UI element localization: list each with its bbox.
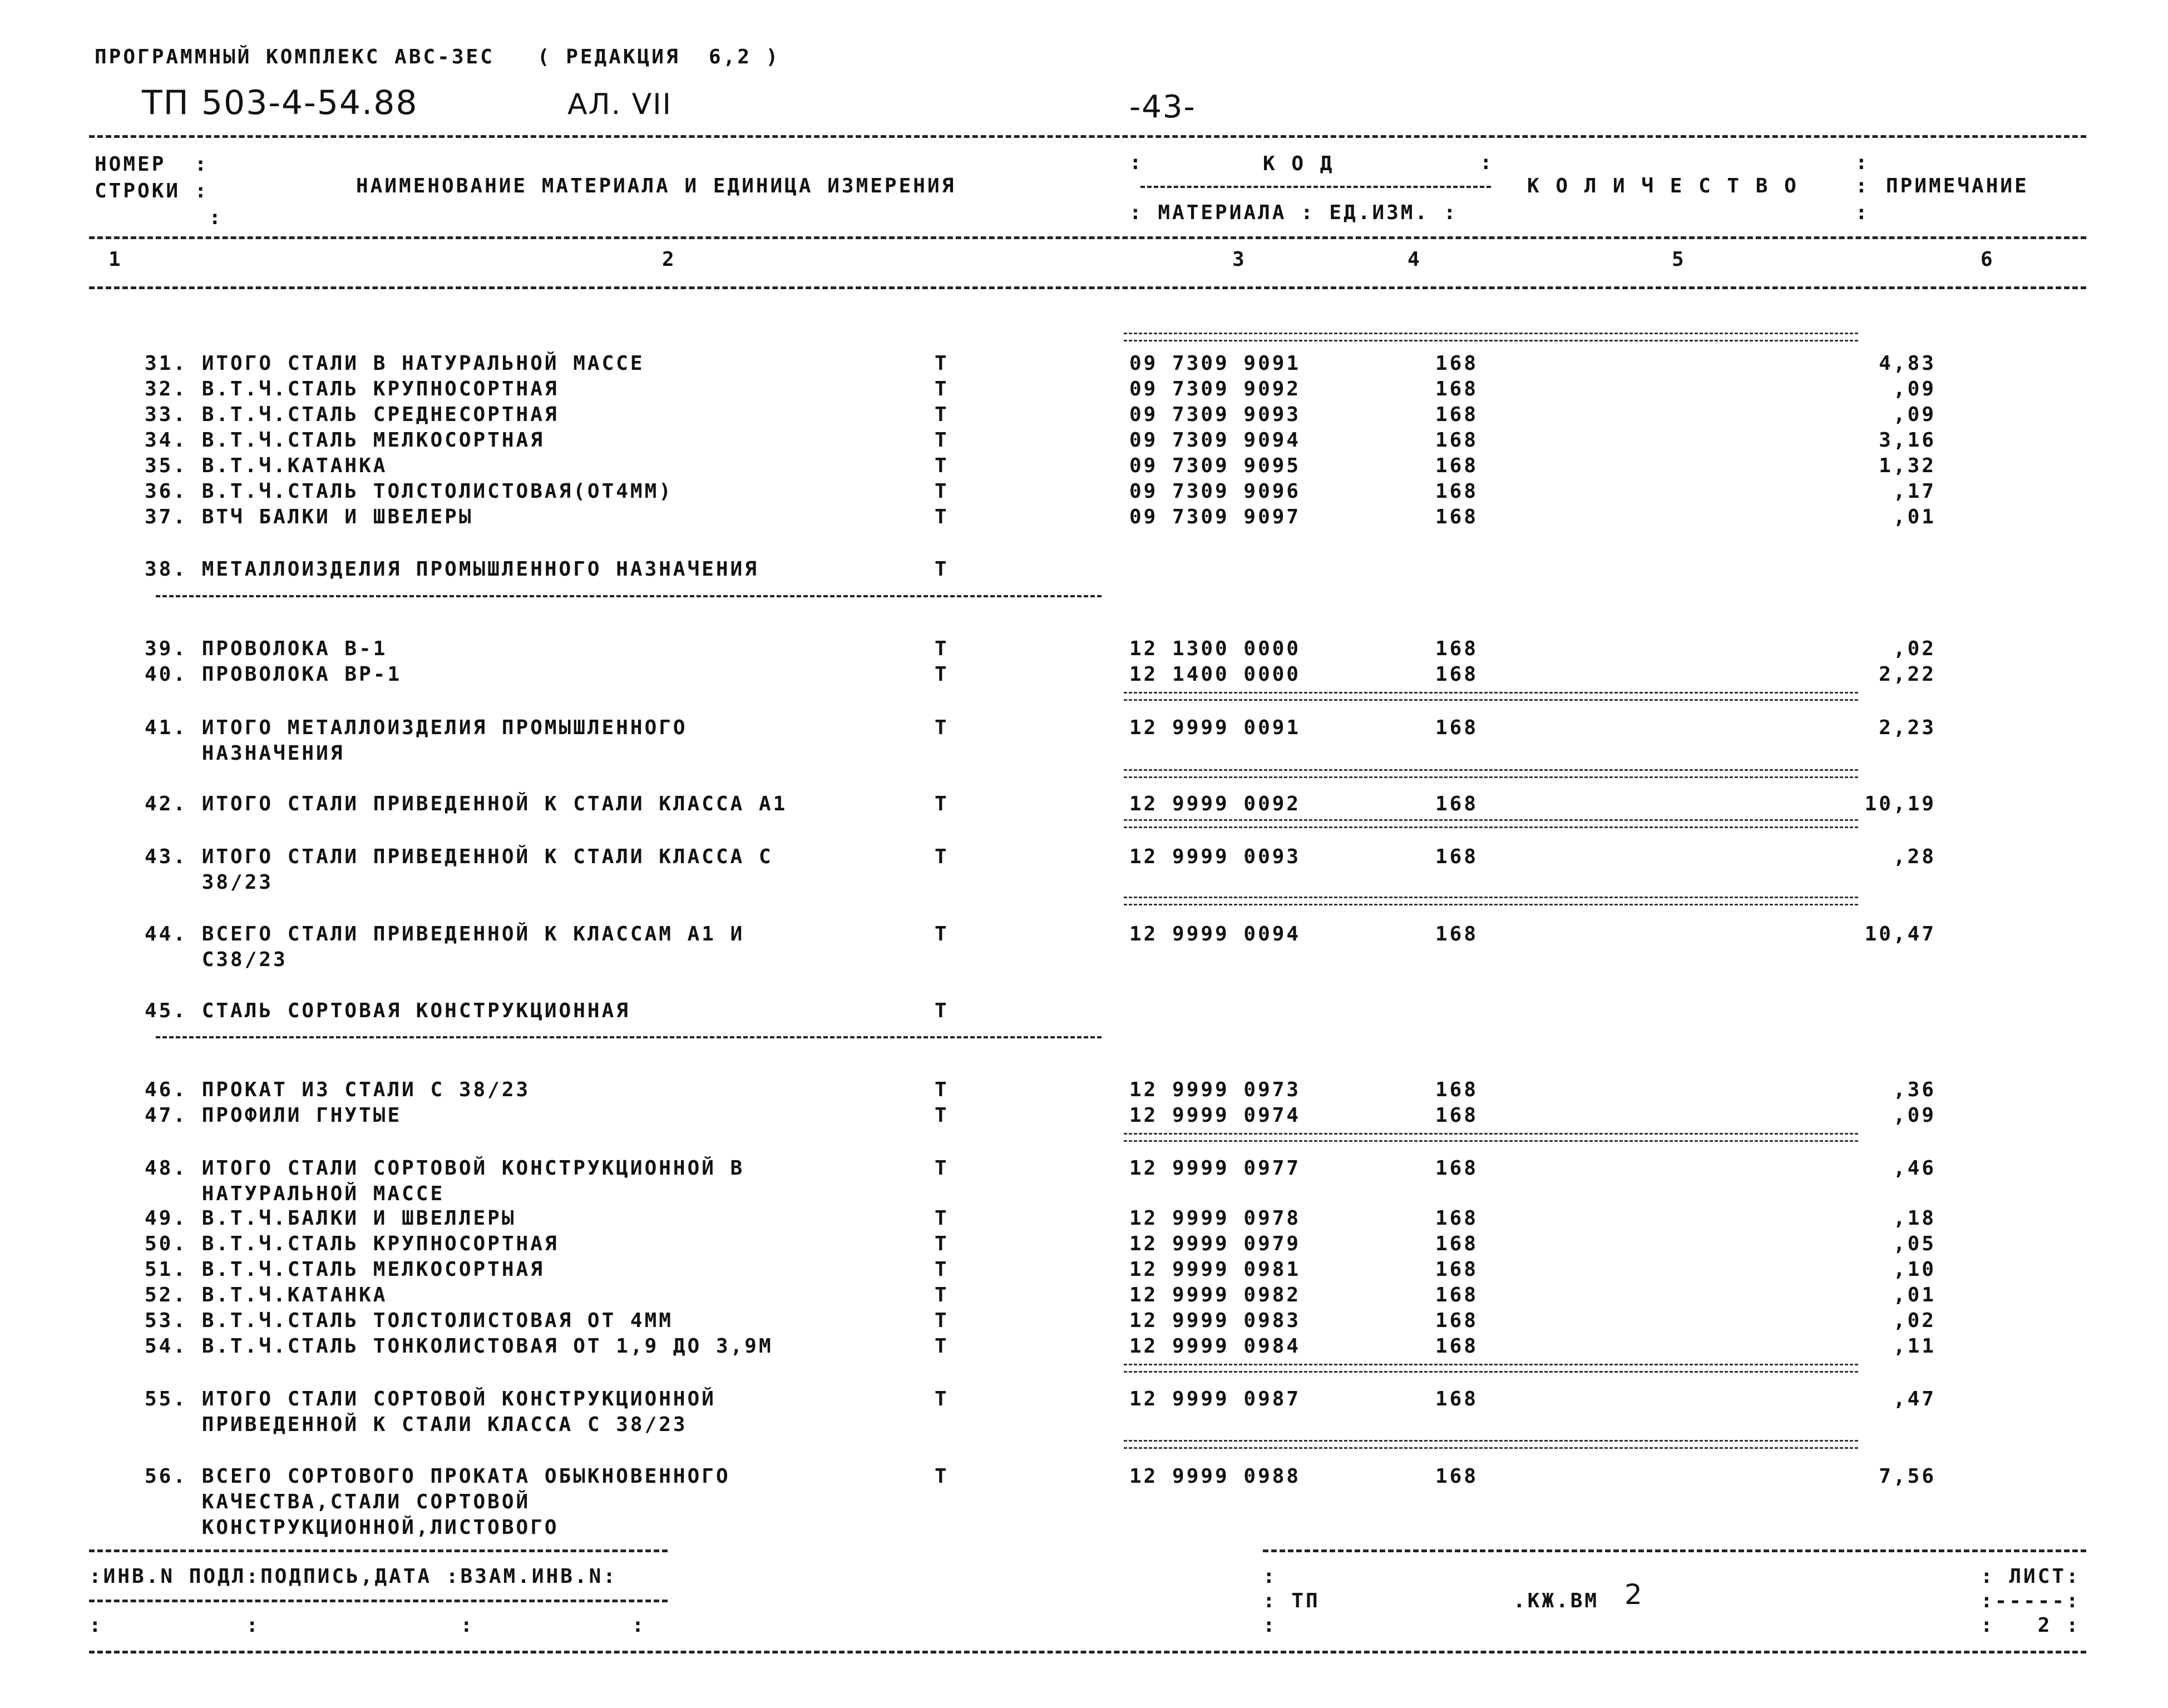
col-number-6: 6: [1981, 248, 1995, 271]
header-colon: :: [1855, 151, 1870, 174]
col-number-3: 3: [1232, 248, 1247, 271]
col-header-quantity: К О Л И Ч Е С Т В О: [1527, 175, 1799, 197]
page-mark: -43-: [1129, 89, 1196, 125]
header-rule-mid: [89, 236, 2086, 239]
stamp-document-suffix: 2: [1624, 1578, 1643, 1611]
total-separator: [1124, 1364, 1858, 1373]
stamp-sheet-divider: :-----:: [1981, 1590, 2081, 1612]
header-rule-bottom: [89, 286, 2086, 289]
col-number-1: 1: [108, 248, 123, 271]
header-colon: :: [1855, 201, 1870, 224]
stamp-rule-bottom: [89, 1651, 2086, 1653]
stamp-rule: [89, 1549, 668, 1552]
stamp-signature-fields: : : : :: [89, 1614, 646, 1637]
stamp-colon: :: [1263, 1565, 1277, 1588]
total-separator: [1124, 1440, 1858, 1449]
col-number-2: 2: [662, 248, 676, 271]
col-header-code-title: К О Д: [1263, 152, 1335, 175]
col-header-name: НАИМЕНОВАНИЕ МАТЕРИАЛА И ЕДИНИЦА ИЗМЕРЕНИЯ: [356, 175, 956, 197]
total-separator: [1124, 819, 1858, 828]
total-separator: [1124, 769, 1858, 778]
total-separator: [1124, 333, 1858, 341]
stamp-tp-label: : ТП: [1263, 1590, 1320, 1612]
total-separator: [1124, 692, 1858, 701]
col-number-5: 5: [1672, 248, 1686, 271]
stamp-document-code: .КЖ.ВМ: [1513, 1590, 1599, 1612]
stamp-sheet-label: : ЛИСТ:: [1981, 1565, 2081, 1588]
section-underline: [156, 595, 1102, 597]
album-number: АЛ. VII: [567, 88, 672, 121]
stamp-signature-labels: :ИНВ.N ПОДЛ:ПОДПИСЬ,ДАТА :ВЗАМ.ИНВ.N:: [89, 1565, 618, 1588]
col-header-number: НОМЕР : СТРОКИ : :: [95, 153, 224, 229]
total-separator: [1124, 1133, 1858, 1142]
code-header-divider: [1140, 186, 1491, 188]
header-colon: :: [1855, 175, 1870, 197]
program-header: ПРОГРАММНЫЙ КОМПЛЕКС АВС-ЗЕС ( РЕДАКЦИЯ 6,2 ): [95, 46, 781, 68]
col-header-code-sub: : МАТЕРИАЛА : ЕД.ИЗМ. :: [1129, 201, 1458, 224]
stamp-rule: [89, 1600, 668, 1602]
document-code: ТП 503-4-54.88: [142, 83, 418, 122]
stamp-colon: :: [1263, 1614, 1277, 1637]
total-separator: [1124, 897, 1858, 905]
col-header-note: ПРИМЕЧАНИЕ: [1886, 175, 2029, 197]
stamp-sheet-number: : 2 :: [1981, 1614, 2081, 1637]
header-colon: :: [1129, 151, 1144, 174]
header-colon: :: [1480, 151, 1494, 174]
section-underline: [156, 1036, 1102, 1038]
stamp-rule: [1263, 1549, 2086, 1552]
col-number-4: 4: [1408, 248, 1422, 271]
header-rule-top: [89, 135, 2086, 138]
